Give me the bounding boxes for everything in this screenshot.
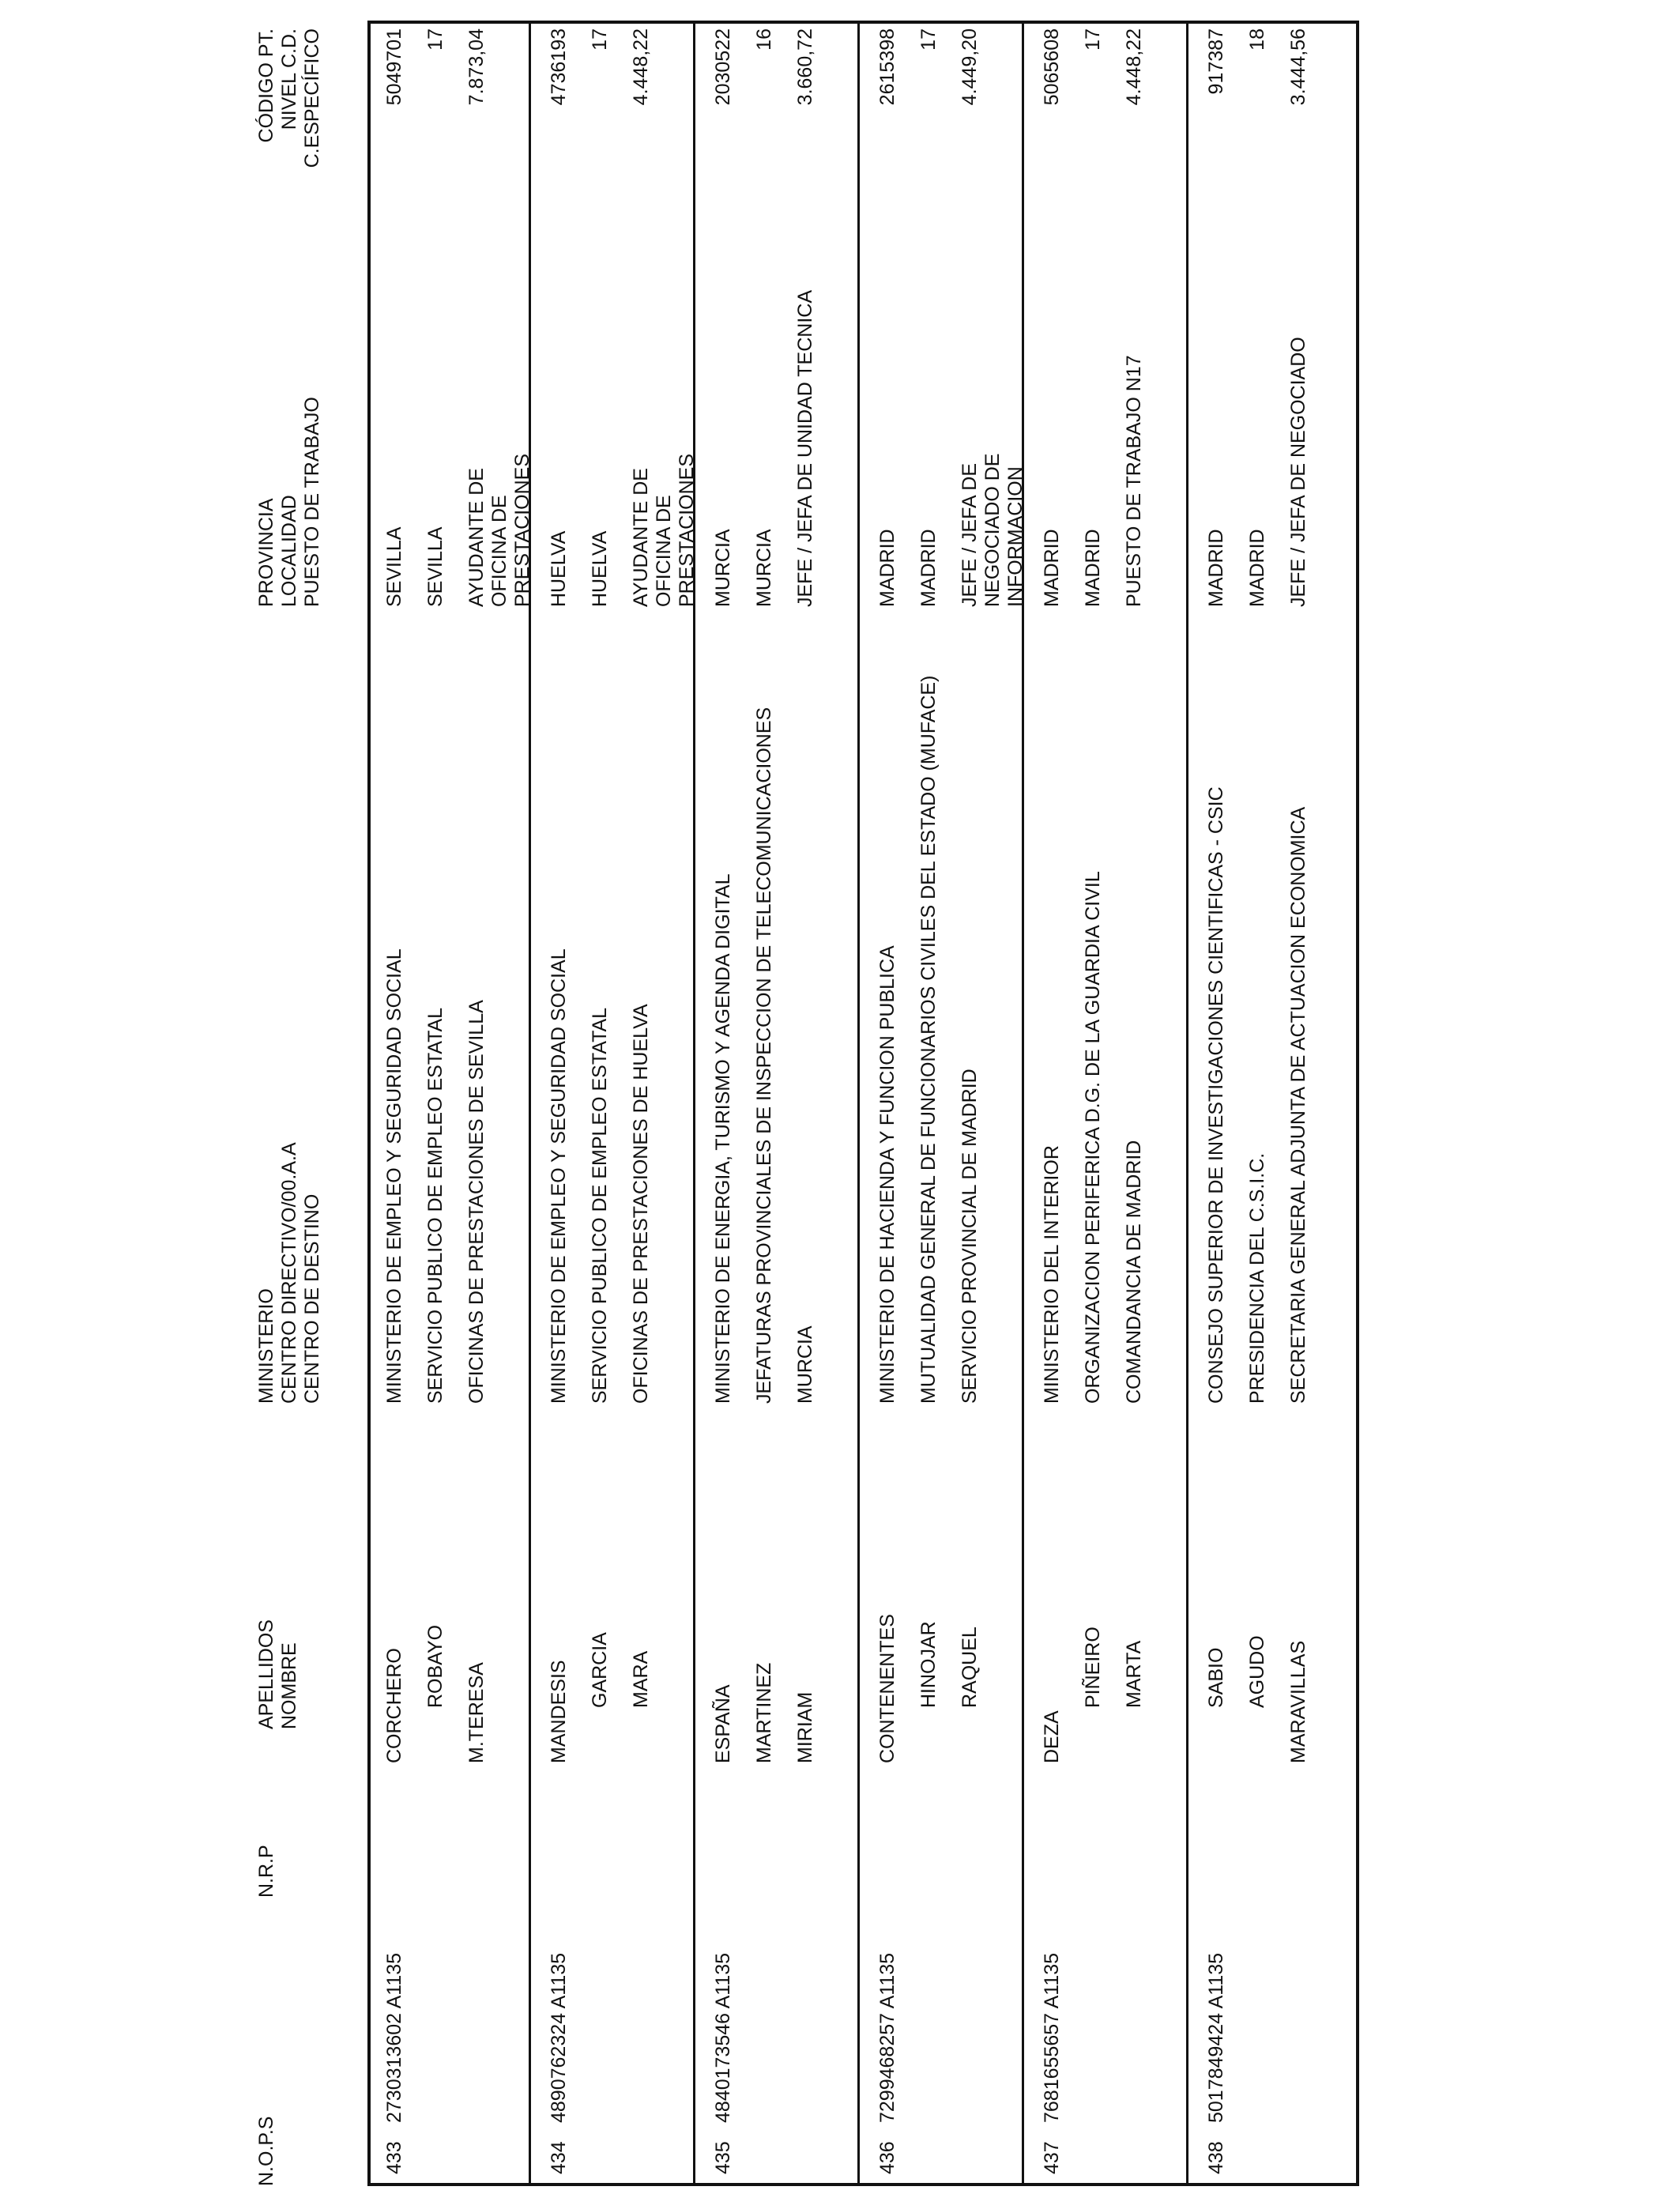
row-divider [1022, 21, 1024, 2186]
row-nops: 435 [712, 2141, 734, 2174]
header-ministerio-line: MINISTERIO [255, 1288, 277, 1404]
row-ministerio: MINISTERIO DE EMPLEO Y SEGURIDAD SOCIAL [548, 948, 570, 1404]
row-especifico: 4.448,22 [1123, 28, 1145, 106]
row-codigo: 2615398 [876, 28, 898, 106]
row-divider [857, 21, 860, 2186]
row-centro-destino: OFICINAS DE PRESTACIONES DE HUELVA [630, 1004, 652, 1404]
row-nombre: MARA [630, 1650, 652, 1708]
row-especifico: 4.448,22 [630, 28, 652, 106]
row-nrp: 7299468257 A1135 [876, 1952, 898, 2123]
row-nrp: 2730313602 A1135 [383, 1952, 405, 2123]
row-nivel: 17 [589, 28, 611, 51]
row-localidad: MADRID [1082, 529, 1104, 607]
row-nombre: M.TERESA [465, 1662, 488, 1763]
row-apellido1: SABIO [1205, 1647, 1227, 1708]
row-nivel: 18 [1246, 28, 1268, 51]
header-nrp: N.R.P [255, 1845, 277, 1898]
row-centro-directivo: ORGANIZACION PERIFERICA D.G. DE LA GUARDIA CIVIL [1082, 871, 1104, 1404]
row-provincia: HUELVA [548, 530, 570, 607]
row-nops: 438 [1205, 2141, 1227, 2174]
row-nrp: 5017849424 A1135 [1205, 1952, 1227, 2123]
row-centro-directivo: MUTUALIDAD GENERAL DE FUNCIONARIOS CIVILES DEL ESTADO (MUFACE) [917, 675, 940, 1404]
row-centro-destino: SERVICIO PROVINCIAL DE MADRID [959, 1069, 981, 1404]
row-centro-directivo: PRESIDENCIA DEL C.S.I.C. [1246, 1152, 1268, 1404]
row-especifico: 3.660,72 [794, 28, 816, 106]
row-centro-directivo: JEFATURAS PROVINCIALES DE INSPECCION DE TELECOMUNICACIONES [753, 707, 775, 1404]
header-apellidos [255, 1619, 301, 1729]
row-centro-destino: MURCIA [794, 1325, 816, 1404]
row-ministerio: MINISTERIO DEL INTERIOR [1041, 1145, 1063, 1404]
row-puesto: PUESTO DE TRABAJO N17 [1123, 355, 1145, 607]
row-nombre: MIRIAM [794, 1691, 816, 1763]
row-nivel: 17 [917, 28, 940, 51]
row-provincia: MURCIA [712, 529, 734, 607]
row-especifico: 3.444,56 [1287, 28, 1309, 106]
row-codigo: 5049701 [383, 28, 405, 106]
row-nrp: 7681655657 A1135 [1041, 1952, 1063, 2123]
row-localidad: MADRID [1246, 529, 1268, 607]
row-especifico: 7.873,04 [465, 28, 488, 106]
row-ministerio: MINISTERIO DE ENERGIA, TURISMO Y AGENDA DIGITAL [712, 873, 734, 1404]
row-nombre: MARAVILLAS [1287, 1640, 1309, 1763]
row-provincia: MADRID [876, 529, 898, 607]
row-puesto: JEFE / JEFA DE NEGOCIADO DE INFORMACION [959, 453, 1026, 607]
row-apellido1: CORCHERO [383, 1648, 405, 1763]
row-nops: 436 [876, 2141, 898, 2174]
row-codigo: 917387 [1205, 28, 1227, 95]
header-nombre-line: NOMBRE [278, 1642, 300, 1729]
row-apellido2: AGUDO [1246, 1635, 1268, 1708]
row-puesto: AYUDANTE DE OFICINA DE PRESTACIONES [630, 453, 698, 607]
row-apellido1: ESPAÑA [712, 1684, 734, 1763]
row-nombre: RAQUEL [959, 1627, 981, 1708]
row-provincia: MADRID [1041, 529, 1063, 607]
row-puesto: JEFE / JEFA DE UNIDAD TECNICA [794, 289, 816, 607]
header-provincia [255, 397, 324, 607]
row-ministerio: MINISTERIO DE HACIENDA Y FUNCION PUBLICA [876, 945, 898, 1404]
row-localidad: MURCIA [753, 529, 775, 607]
row-divider [1186, 21, 1188, 2186]
row-apellido1: CONTENENTES [876, 1614, 898, 1763]
row-nivel: 16 [753, 28, 775, 51]
row-especifico: 4.449,20 [959, 28, 981, 106]
row-provincia: MADRID [1205, 529, 1227, 607]
row-localidad: HUELVA [589, 530, 611, 607]
header-ministerio [255, 1142, 324, 1404]
row-nivel: 17 [1082, 28, 1104, 51]
header-centro-destino-line: CENTRO DE DESTINO [301, 1193, 323, 1404]
row-centro-destino: COMANDANCIA DE MADRID [1123, 1140, 1145, 1404]
header-codigo [255, 28, 324, 202]
row-apellido2: ROBAYO [424, 1624, 446, 1708]
row-nrp: 4840173546 A1135 [712, 1952, 734, 2123]
row-centro-destino: SECRETARIA GENERAL ADJUNTA DE ACTUACION ECONOMICA [1287, 806, 1309, 1404]
header-puesto-line: PUESTO DE TRABAJO [301, 397, 323, 607]
row-codigo: 2030522 [712, 28, 734, 106]
row-nops: 433 [383, 2141, 405, 2174]
row-apellido1: DEZA [1041, 1710, 1063, 1763]
row-apellido2: MARTINEZ [753, 1662, 775, 1763]
row-apellido1: MANDESIS [548, 1660, 570, 1763]
row-nombre: MARTA [1123, 1640, 1145, 1708]
row-codigo: 5065608 [1041, 28, 1063, 106]
header-nivel-line: NIVEL C.D. [278, 28, 300, 130]
row-apellido2: PIÑEIRO [1082, 1627, 1104, 1708]
row-centro-directivo: SERVICIO PUBLICO DE EMPLEO ESTATAL [424, 1007, 446, 1404]
header-localidad-line: LOCALIDAD [278, 495, 300, 607]
header-apellidos-line: APELLIDOS [255, 1619, 277, 1729]
row-apellido2: GARCIA [589, 1632, 611, 1708]
row-codigo: 4736193 [548, 28, 570, 106]
row-nrp: 4890762324 A1135 [548, 1952, 570, 2123]
row-centro-directivo: SERVICIO PUBLICO DE EMPLEO ESTATAL [589, 1007, 611, 1404]
row-nivel: 17 [424, 28, 446, 51]
header-centro-directivo-line: CENTRO DIRECTIVO/00.A.A [278, 1142, 300, 1404]
row-localidad: MADRID [917, 529, 940, 607]
header-nops: N.O.P.S [255, 2116, 277, 2186]
row-divider [693, 21, 695, 2186]
row-puesto: JEFE / JEFA DE NEGOCIADO [1287, 337, 1309, 607]
row-divider [529, 21, 531, 2186]
row-localidad: SEVILLA [424, 526, 446, 607]
row-apellido2: HINOJAR [917, 1621, 940, 1708]
row-puesto: AYUDANTE DE OFICINA DE PRESTACIONES [465, 453, 533, 607]
header-especifico-line: C.ESPECÍFICO [301, 28, 323, 168]
header-provincia-line: PROVINCIA [255, 498, 277, 607]
row-centro-destino: OFICINAS DE PRESTACIONES DE SEVILLA [465, 1000, 488, 1404]
row-provincia: SEVILLA [383, 526, 405, 607]
row-nops: 437 [1041, 2141, 1063, 2174]
header-codigo-line: CÓDIGO PT. [255, 28, 277, 143]
row-nops: 434 [548, 2141, 570, 2174]
row-ministerio: CONSEJO SUPERIOR DE INVESTIGACIONES CIENTIFICAS - CSIC [1205, 786, 1227, 1404]
row-ministerio: MINISTERIO DE EMPLEO Y SEGURIDAD SOCIAL [383, 948, 405, 1404]
